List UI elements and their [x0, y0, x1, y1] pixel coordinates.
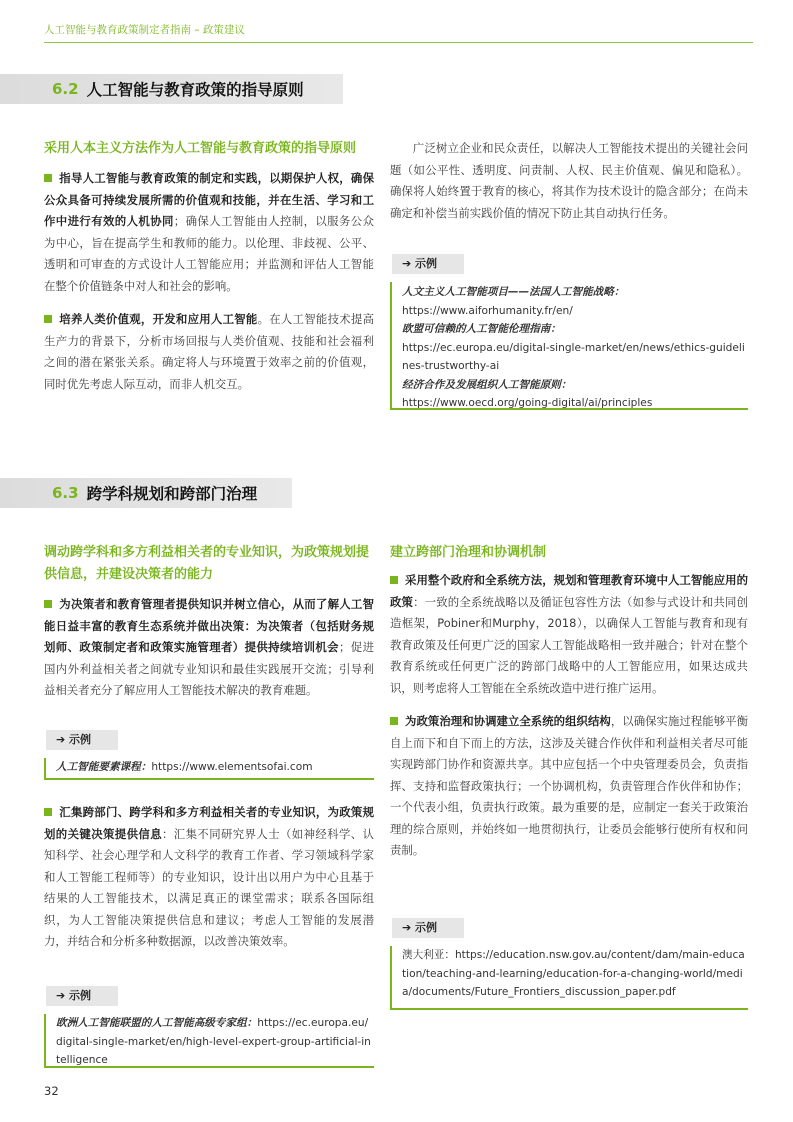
example-link[interactable]: https://www.aiforhumanity.fr/en/	[402, 304, 573, 317]
square-bullet-icon	[390, 576, 398, 584]
example-body	[46, 758, 374, 777]
bullet-text: 。在人工智能技术提高生产力的背景下，分析市场回报与人类价值观、技能和社会福利之间的潜在紧张关系。确定将人与环境置于效率之前的价值观，同时优先考虑人际互动，而非人机交互。	[44, 312, 374, 391]
bullet-lead: 为决策者和教育管理者提供知识并树立信心，从而了解人工智能日益丰富的教育生态系统并做出决策：为决策者（包括财务规划师、政策制定者和政策实施管理者）提供持续培训机会	[44, 597, 374, 654]
example-link[interactable]: https://education.nsw.gov.au/content/dam/main-education/teaching-and-learning/education-for-a-changing-world/media/documents/Future_Frontiers_discussion_paper.pdf	[402, 949, 745, 998]
arrow-right-icon: ➔	[56, 733, 70, 746]
example-source-label: 欧洲人工智能联盟的人工智能高级专家组：	[56, 1017, 258, 1029]
section-title: 跨学科规划和跨部门治理	[86, 485, 258, 503]
bullet-lead: 指导人工智能与教育政策的制定和实践，以期保护人权，确保公众具备可持续发展所需的价值观和技能，并在生活、学习和工作中进行有效的人机协同	[44, 171, 374, 228]
bullet-paragraph	[44, 309, 374, 395]
bullet-text: ；促进国内外利益相关者之间就专业知识和最佳实践展开交流；引导利益相关者充分了解应用人工智能技术解决的教育难题。	[44, 640, 374, 697]
bullet-text: ：汇集不同研究界人士（如神经科学、认知科学、社会心理学和人文科学的教育工作者、学习领域科学家和人工智能工程师等）的专业知识，设计出以用户为中心且基于结果的人工智能技术，以满足真正的课堂需求；联系各国际组织，为人工智能决策提供信息和建议；考虑人工智能的发展潜力，并结合和分析多种数据源，以改善决策效率。	[44, 826, 374, 948]
bullet-text: ，以确保实施过程能够平衡自上而下和自下而上的方法，这涉及关键合作伙伴和利益相关者尽可能实现跨部门协作和资源共享。其中应包括一个中央管理委员会，负责指挥、支持和监督政策执行；一个协调机构，负责管理合作伙伴和协作；一个代表小组，负责执行政策。最为重要的是，应制定一套关于政策治理的综合原则，并始终如一地贯彻执行，让委员会能够行使所有权和问责制。	[390, 714, 748, 857]
subheading: 调动跨学科和多方利益相关者的专业知识，为政策规划提供信息，并建设决策者的能力	[44, 545, 370, 582]
section-6-3-left-column-continued	[44, 802, 374, 953]
bullet-paragraph	[44, 802, 374, 953]
bullet-lead: 培养人类价值观，开发和应用人工智能	[59, 312, 258, 326]
page-number: 32	[44, 1084, 59, 1098]
example-label: ➔ 示例	[46, 986, 118, 1006]
example-source-label: 经济合作及发展组织人工智能原则：	[402, 378, 572, 391]
example-source-label: 欧盟可信赖的人工智能伦理指南：	[402, 323, 561, 335]
arrow-right-icon: ➔	[56, 989, 70, 1002]
subheading: 采用人本主义方法作为人工智能与教育政策的指导原则	[44, 141, 357, 156]
example-body	[392, 282, 748, 413]
bullet-paragraph	[44, 594, 374, 702]
section-number: 6.2	[52, 80, 79, 98]
square-bullet-icon	[44, 315, 52, 323]
section-6-2-right-column	[390, 138, 748, 224]
example-link[interactable]: https://www.elementsofai.com	[151, 761, 313, 773]
section-number: 6.3	[52, 484, 79, 502]
section-6-3-left-column	[44, 542, 374, 702]
section-6-3-title-bar	[0, 478, 292, 508]
section-6-2-title-bar	[0, 74, 343, 104]
example-body	[392, 946, 748, 1002]
section-6-3-right-column	[390, 542, 748, 862]
example-label: ➔ 示例	[392, 254, 464, 274]
square-bullet-icon	[44, 808, 52, 816]
square-bullet-icon	[44, 600, 52, 608]
arrow-right-icon: ➔	[402, 921, 416, 934]
section-title: 人工智能与教育政策的指导原则	[86, 81, 304, 99]
example-link[interactable]: https://www.oecd.org/going-digital/ai/principles	[402, 397, 653, 409]
bullet-lead: 为政策治理和协调建立全系统的组织结构	[405, 714, 611, 728]
example-source-label: 人文主义人工智能项目——法国人工智能战略：	[402, 286, 625, 298]
bullet-text: ；确保人工智能由人控制，以服务公众为中心，旨在提高学生和教师的能力。以伦理、非歧视、公平、透明和可审查的方式设计人工智能应用；并监测和评估人工智能在整个价值链条中对人和社会的影响。	[44, 214, 374, 293]
bullet-lead: 汇集跨部门、跨学科和多方利益相关者的专业知识，为政策规划的关键决策提供信息	[44, 805, 374, 841]
example-box	[44, 733, 374, 780]
example-source-label: 人工智能要素课程：	[56, 761, 152, 773]
example-source-label: 澳大利亚：	[402, 949, 455, 961]
bullet-text: ：一致的全系统战略以及循证包容性方法（如参与式设计和共同创造框架，Pobiner和Murphy，2018），以确保人工智能与教育和现有教育政策及任何更广泛的国家人工智能战略相一致并融合；针对在整个教育系统或任何更广泛的跨部门战略中的人工智能应用，如果达成共识，则考虑将人工智能在全系统改造中进行推广运用。	[390, 594, 748, 695]
section-6-2-left-column	[44, 138, 374, 395]
subheading: 建立跨部门治理和协调机制	[390, 545, 547, 560]
square-bullet-icon	[390, 717, 398, 725]
paragraph: 广泛树立企业和民众责任，以解决人工智能技术提出的关键社会问题（如公平性、透明度、问责制、人权、民主价值观、偏见和隐私）。确保将人始终置于教育的核心，将其作为技术设计的隐含部分；在尚未确定和补偿当前实践价值的情况下防止其自动执行任务。	[390, 141, 748, 220]
example-box	[44, 989, 374, 1068]
example-link[interactable]: https://ec.europa.eu/digital-single-market/en/high-level-expert-group-artificial-intelligence	[56, 1017, 371, 1066]
example-body	[46, 1014, 374, 1070]
running-header: 人工智能与教育政策制定者指南 – 政策建议	[44, 24, 245, 36]
bullet-paragraph	[44, 168, 374, 297]
arrow-right-icon: ➔	[402, 257, 416, 270]
header-divider	[44, 42, 753, 43]
bullet-paragraph	[390, 711, 748, 862]
example-box	[390, 257, 748, 410]
bullet-lead: 采用整个政府和全系统方法，规划和管理教育环境中人工智能应用的政策	[390, 573, 748, 609]
example-link[interactable]: https://ec.europa.eu/digital-single-market/en/news/ethics-guidelines-trustworthy-ai	[402, 341, 745, 372]
example-label: ➔ 示例	[392, 918, 464, 938]
square-bullet-icon	[44, 174, 52, 182]
example-box	[390, 921, 748, 1010]
example-label: ➔ 示例	[46, 730, 118, 750]
bullet-paragraph	[390, 570, 748, 699]
